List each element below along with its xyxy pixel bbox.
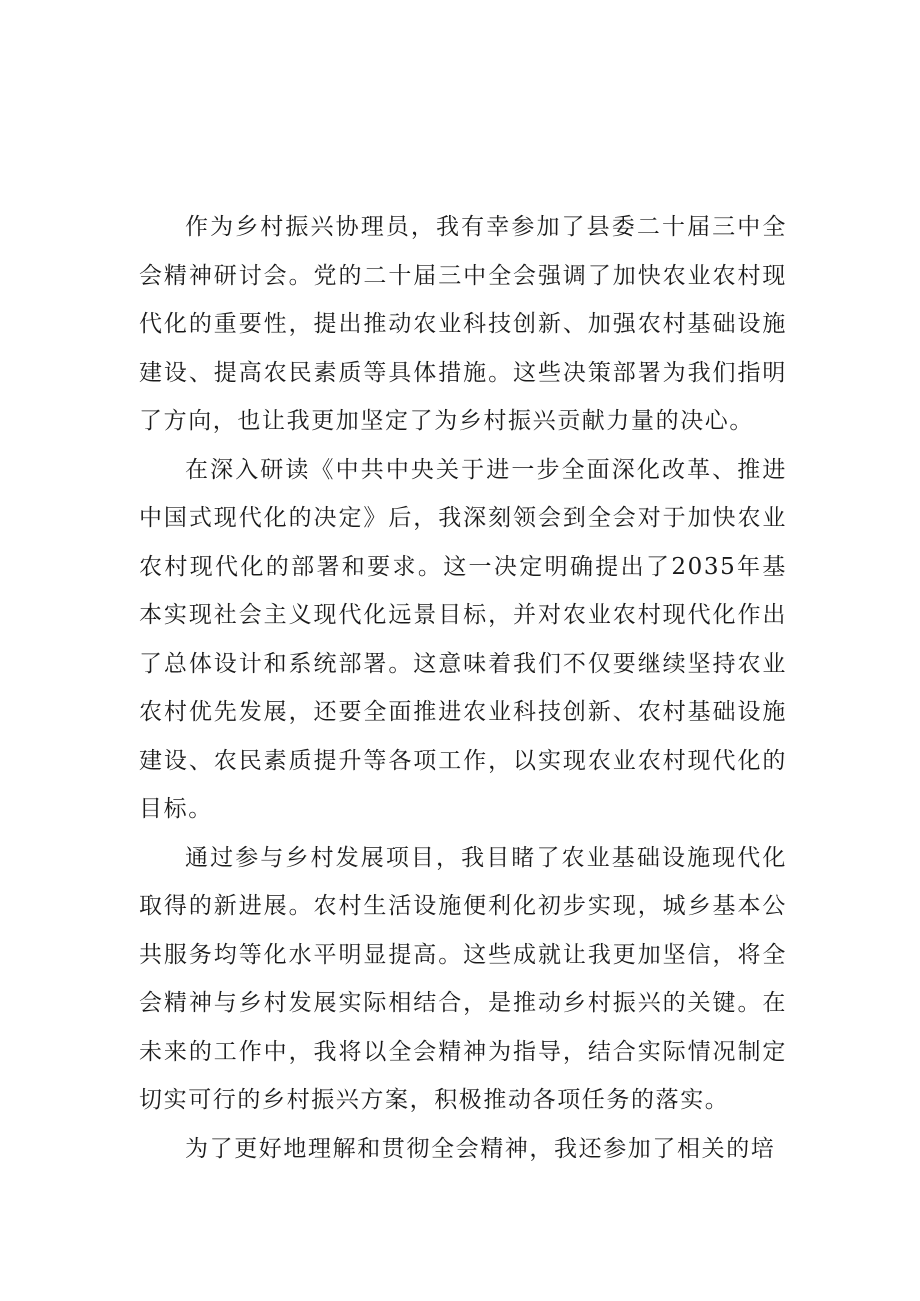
paragraph-3: 通过参与乡村发展项目，我目睹了农业基础设施现代化取得的新进展。农村生活设施便利化初步实现，城乡基本公共服务均等化水平明显提高。这些成就让我更加坚信，将全会精神与乡村发展实际相结合，是推动乡村振兴的关键。在未来的工作中，我将以全会精神为指导，结合实际情况制定切实可行的乡村振兴方案，积极推动各项任务的落实。 — [139, 844, 787, 1113]
paragraph-2: 在深入研读《中共中央关于进一步全面深化改革、推进中国式现代化的决定》后，我深刻领会到全会对于加快农业农村现代化的部署和要求。这一决定明确提出了2035年基本实现社会主义现代化远景目标，并对农业农村现代化作出了总体设计和系统部署。这意味着我们不仅要继续坚持农业农村优先发展，还要全面推进农业科技创新、农村基础设施建设、农民素质提升等各项工作，以实现农业农村现代化的目标。 — [139, 456, 787, 822]
document-body — [139, 203, 787, 1173]
paragraph-4: 为了更好地理解和贯彻全会精神，我还参加了相关的培 — [185, 1135, 776, 1162]
paragraph-1: 作为乡村振兴协理员，我有幸参加了县委二十届三中全会精神研讨会。党的二十届三中全会强调了加快农业农村现代化的重要性，提出推动农业科技创新、加强农村基础设施建设、提高农民素质等具体措施。这些决策部署为我们指明了方向，也让我更加坚定了为乡村振兴贡献力量的决心。 — [139, 214, 787, 434]
